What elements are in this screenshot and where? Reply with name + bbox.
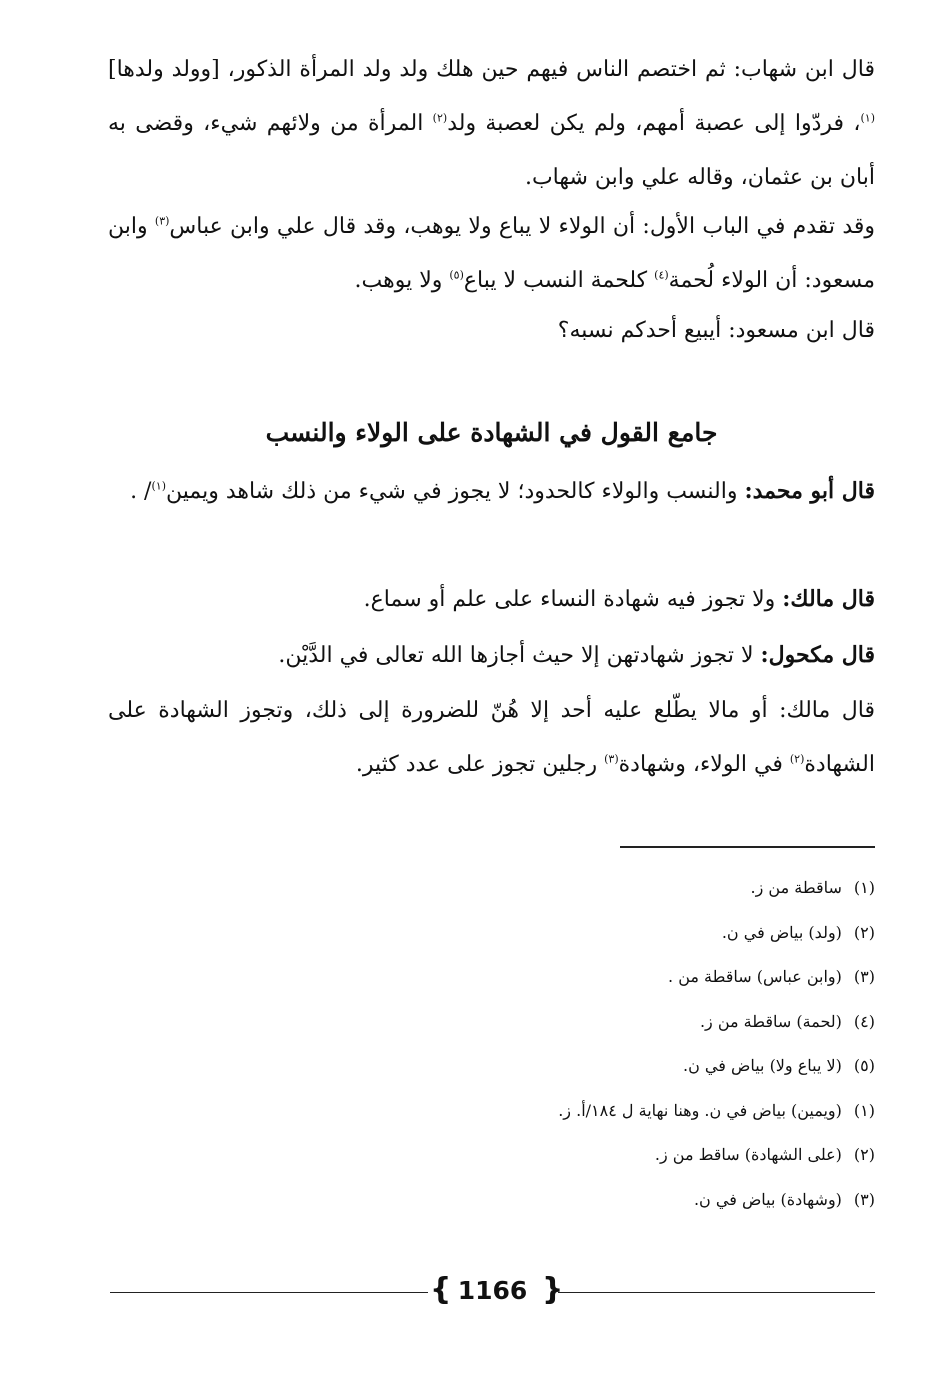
paragraph-malik (108, 572, 875, 627)
text-run: لا تجوز شهادتهن إلا حيث أجازها الله تعالى في الدَّيْن. (278, 643, 761, 668)
footnote-ref: (٣) (154, 214, 170, 228)
text-run: المرأة من ولائهم شيء، وقضى به أبان بن عثمان، وقاله علي وابن شهاب. (108, 111, 875, 190)
paragraph-abu-muhammad (108, 464, 875, 519)
footnote-number: (١) (853, 1100, 875, 1120)
paragraph-makhul (108, 628, 875, 683)
footnote-text: (وشهادة) بياض في ن. (693, 1189, 842, 1209)
speaker-name: قال أبو محمد: (744, 478, 875, 504)
paragraph-malik-testimony (108, 684, 875, 792)
text-run: / . (130, 479, 152, 504)
speaker-name: قال مالك: (782, 586, 875, 612)
footnote-number: (٤) (853, 1011, 875, 1031)
text-run: قال مالك: أو مالا يطّلع عليه أحد إلا هُنّ للضرورة إلى ذلك، وتجوز الشهادة على الشهادة (108, 698, 875, 777)
footnote-ref: (٢) (789, 752, 805, 766)
footnote-item (375, 1004, 875, 1049)
footnote-text: (لا يباع ولا) بياض في ن. (682, 1056, 842, 1075)
footnote-number: (٣) (853, 967, 875, 986)
footnote-item (375, 1137, 875, 1182)
text-run: ولا تجوز فيه شهادة النساء على علم أو سماع. (363, 587, 783, 612)
footnote-ref: (٥) (449, 268, 464, 282)
section-heading: جامع القول في الشهادة على الولاء والنسب (265, 418, 718, 447)
footnote-number: (١) (853, 878, 875, 897)
text-run: والنسب والولاء كالحدود؛ لا يجوز في شيء من ذلك شاهد ويمين (165, 479, 745, 504)
footnote-item (375, 1182, 875, 1227)
paragraph-ibn-masud (108, 304, 875, 358)
text-run: ، فردّوا إلى عصبة أمهم، ولم يكن لعصبة ولد (447, 111, 861, 136)
footnote-text: ساقطة من ز. (750, 878, 842, 897)
text-run: قال ابن شهاب: ثم اختصم الناس فيهم حين هلك ولد ولد المرأة الذكور، [وولد ولدها] (108, 57, 875, 82)
footnote-ref: (٤) (654, 268, 669, 282)
footnote-item (375, 915, 875, 960)
footnote-ref: (١) (151, 479, 166, 493)
footnote-item (375, 959, 875, 1004)
footnote-item (375, 1093, 875, 1138)
text-run: وقد تقدم في الباب الأول: أن الولاء لا يباع ولا يوهب، وقد قال علي وابن عباس (169, 214, 876, 239)
footnote-text: (على الشهادة) ساقط من ز. (654, 1145, 842, 1164)
text-run: رجلين تجوز على عدد كثير. (355, 752, 605, 777)
footnote-text: (لحمة) ساقطة من ز. (699, 1011, 842, 1031)
footnote-text: (ولد) بياض في ن. (721, 922, 842, 942)
text-run: ولا يوهب. (354, 268, 450, 293)
footnote-number: (٢) (853, 922, 875, 942)
page-number: 1166 (457, 1276, 528, 1305)
footnote-number: (٣) (853, 1189, 875, 1209)
page-footer (110, 1268, 875, 1318)
text-run: قال ابن مسعود: أيبيع أحدكم نسبه؟ (557, 318, 875, 343)
text-run: كلحمة النسب لا يباع (463, 268, 655, 293)
footnote-separator (620, 846, 875, 848)
footnote-text: (وابن عباس) ساقطة من . (668, 967, 842, 986)
text-run: وابن مسعود: أن الولاء لُحمة (108, 214, 875, 293)
text-run: في الولاء، وشهادة (618, 752, 790, 777)
footer-rule-left (110, 1292, 428, 1293)
left-brace-ornament: { (430, 1272, 452, 1307)
footnote-number: (٢) (853, 1145, 875, 1164)
footer-rule-right (558, 1292, 875, 1293)
footnote-item (375, 1048, 875, 1093)
right-brace-ornament: } (542, 1272, 564, 1307)
paragraph-wala-not-sold (108, 200, 875, 308)
footnotes-list (375, 870, 875, 1226)
footnote-ref: (١) (860, 111, 875, 125)
footnote-number: (٥) (853, 1056, 875, 1075)
speaker-name: قال مكحول: (760, 642, 875, 668)
footnote-text: (ويمين) بياض في ن. وهنا نهاية ل ١٨٤/أ. ز. (558, 1100, 842, 1120)
paragraph-ibn-shihab (108, 43, 875, 205)
footnote-ref: (٢) (432, 111, 448, 125)
footnote-ref: (٣) (604, 752, 619, 766)
footnote-item (375, 870, 875, 915)
